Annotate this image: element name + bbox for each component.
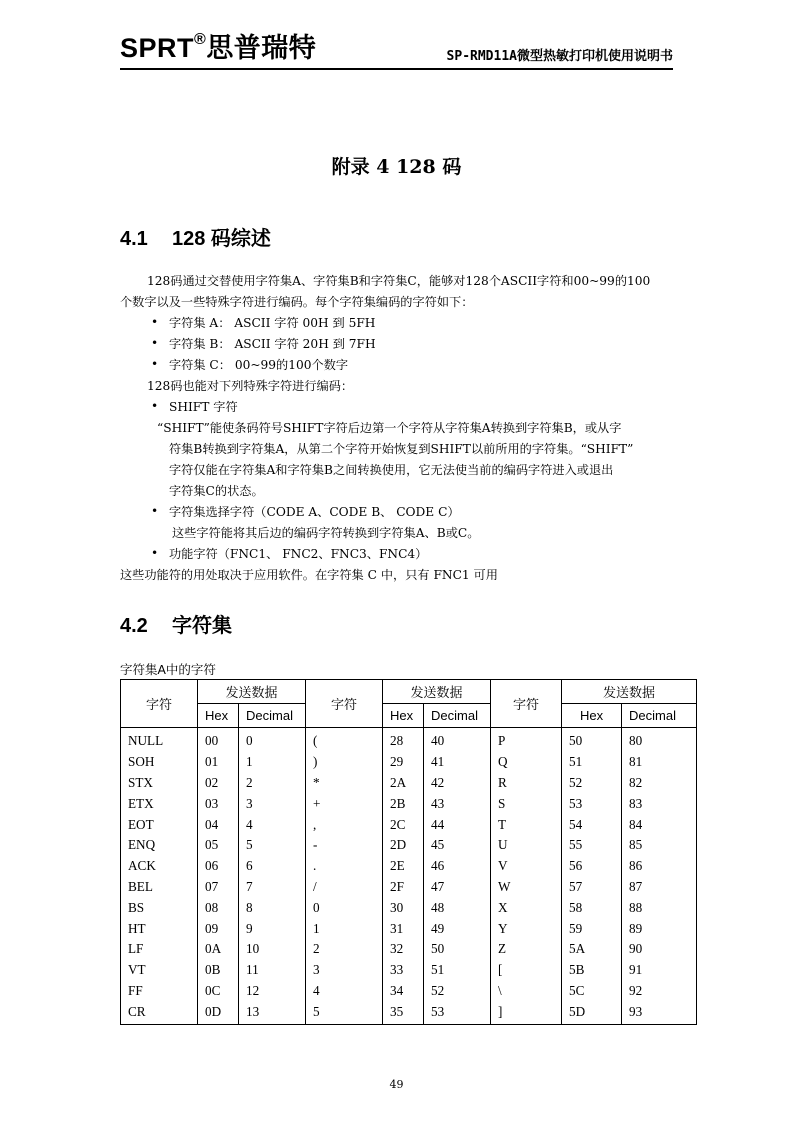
char-cell: X (491, 897, 562, 918)
decimal-cell: 51 (424, 960, 491, 981)
hex-cell: 2A (383, 773, 424, 794)
hex-cell: 31 (383, 918, 424, 939)
hex-cell: 57 (562, 877, 622, 898)
table-row (121, 981, 697, 1002)
char-cell: - (306, 835, 383, 856)
decimal-cell: 9 (239, 918, 306, 939)
select-bullet: 字符集选择字符（CODE A、CODE B、 CODE C） (169, 505, 460, 519)
shift-bullet: SHIFT 字符 (169, 400, 238, 414)
char-cell: FF (121, 981, 198, 1002)
char-cell: [ (491, 960, 562, 981)
hex-cell: 55 (562, 835, 622, 856)
table-body (121, 728, 697, 1025)
shift-desc-line: 符集B转换到字符集A，从第二个字符开始恢复到SHIFT以前所用的字符集。“SHIFT” (169, 442, 634, 456)
bullet-item: 字符集 B： ASCII 字符 20H 到 7FH (169, 337, 376, 351)
header-char: 字符 (306, 680, 383, 728)
decimal-cell: 49 (424, 918, 491, 939)
hex-cell: 30 (383, 897, 424, 918)
char-cell: STX (121, 773, 198, 794)
hex-cell: 07 (198, 877, 239, 898)
hex-cell: 51 (562, 752, 622, 773)
decimal-cell: 90 (622, 939, 697, 960)
table-row (121, 835, 697, 856)
hex-cell: 0A (198, 939, 239, 960)
char-cell: ( (306, 728, 383, 752)
char-cell: R (491, 773, 562, 794)
decimal-cell: 85 (622, 835, 697, 856)
char-cell: ENQ (121, 835, 198, 856)
bullet-item: 字符集 C： 00~99的100个数字 (169, 358, 349, 372)
hex-cell: 2F (383, 877, 424, 898)
header-send-data: 发送数据 (383, 680, 491, 704)
decimal-cell: 88 (622, 897, 697, 918)
select-desc: 这些字符能将其后边的编码字符转换到字符集A、B或C。 (172, 526, 480, 540)
page-number: 49 (389, 1078, 404, 1091)
bullet-item: 字符集 A： ASCII 字符 00H 到 5FH (169, 316, 376, 330)
decimal-cell: 5 (239, 835, 306, 856)
hex-cell: 53 (562, 793, 622, 814)
hex-cell: 2B (383, 793, 424, 814)
header-decimal: Decimal (622, 704, 697, 728)
hex-cell: 06 (198, 856, 239, 877)
hex-cell: 2E (383, 856, 424, 877)
intro-line: 个数字以及一些特殊字符进行编码。每个字符集编码的字符如下： (120, 295, 474, 309)
hex-cell: 28 (383, 728, 424, 752)
table-row (121, 814, 697, 835)
table-row (121, 877, 697, 898)
decimal-cell: 8 (239, 897, 306, 918)
decimal-cell: 53 (424, 1001, 491, 1024)
char-cell: + (306, 793, 383, 814)
section-heading-4-1 (120, 222, 271, 251)
char-cell: , (306, 814, 383, 835)
decimal-cell: 41 (424, 752, 491, 773)
shift-desc-line: 字符集C的状态。 (169, 484, 264, 498)
hex-cell: 2D (383, 835, 424, 856)
decimal-cell: 84 (622, 814, 697, 835)
decimal-cell: 92 (622, 981, 697, 1002)
decimal-cell: 46 (424, 856, 491, 877)
func-desc: 这些功能符的用处取决于应用软件。在字符集 C 中，只有 FNC1 可用 (120, 568, 498, 582)
char-cell: Z (491, 939, 562, 960)
hex-cell: 0B (198, 960, 239, 981)
shift-desc-line: “SHIFT”能使条码符号SHIFT字符后边第一个字符从字符集A转换到字符集B，或从字 (157, 421, 622, 435)
char-cell: Y (491, 918, 562, 939)
char-cell: 5 (306, 1001, 383, 1024)
char-cell: 3 (306, 960, 383, 981)
bullet-icon: • (151, 504, 159, 518)
header-hex: Hex (383, 704, 424, 728)
decimal-cell: 86 (622, 856, 697, 877)
hex-cell: 2C (383, 814, 424, 835)
brand-logo (120, 26, 316, 65)
hex-cell: 5D (562, 1001, 622, 1024)
decimal-cell: 52 (424, 981, 491, 1002)
func-bullet: 功能字符（FNC1、 FNC2、FNC3、FNC4） (169, 547, 428, 561)
shift-desc-line: 字符仅能在字符集A和字符集B之间转换使用，它无法使当前的编码字符进入或退出 (169, 463, 614, 477)
hex-cell: 0D (198, 1001, 239, 1024)
decimal-cell: 50 (424, 939, 491, 960)
hex-cell: 08 (198, 897, 239, 918)
table-row (121, 752, 697, 773)
decimal-cell: 10 (239, 939, 306, 960)
decimal-cell: 11 (239, 960, 306, 981)
char-cell: LF (121, 939, 198, 960)
table-caption: 字符集A中的字符 (120, 663, 216, 677)
decimal-cell: 1 (239, 752, 306, 773)
decimal-cell: 12 (239, 981, 306, 1002)
char-cell: ) (306, 752, 383, 773)
decimal-cell: 81 (622, 752, 697, 773)
char-cell: P (491, 728, 562, 752)
header-hex: Hex (562, 704, 622, 728)
char-cell: . (306, 856, 383, 877)
section-number: 4.2 (120, 615, 148, 637)
table-row (121, 939, 697, 960)
charset-a-table (120, 679, 697, 1025)
decimal-cell: 93 (622, 1001, 697, 1024)
decimal-cell: 48 (424, 897, 491, 918)
char-cell: * (306, 773, 383, 794)
decimal-cell: 0 (239, 728, 306, 752)
decimal-cell: 47 (424, 877, 491, 898)
decimal-cell: 6 (239, 856, 306, 877)
logo-chinese: 思普瑞特 (206, 33, 317, 63)
hex-cell: 5B (562, 960, 622, 981)
hex-cell: 54 (562, 814, 622, 835)
header-hex: Hex (198, 704, 239, 728)
bullet-icon: • (151, 546, 159, 560)
hex-cell: 59 (562, 918, 622, 939)
header-send-data: 发送数据 (198, 680, 306, 704)
decimal-cell: 44 (424, 814, 491, 835)
decimal-cell: 2 (239, 773, 306, 794)
decimal-cell: 91 (622, 960, 697, 981)
hex-cell: 03 (198, 793, 239, 814)
header-decimal: Decimal (239, 704, 306, 728)
logo-text: SPRT (120, 33, 195, 63)
char-cell: S (491, 793, 562, 814)
decimal-cell: 87 (622, 877, 697, 898)
decimal-cell: 89 (622, 918, 697, 939)
char-cell: T (491, 814, 562, 835)
char-cell: W (491, 877, 562, 898)
char-cell: / (306, 877, 383, 898)
char-cell: VT (121, 960, 198, 981)
header-decimal: Decimal (424, 704, 491, 728)
char-cell: HT (121, 918, 198, 939)
decimal-cell: 3 (239, 793, 306, 814)
bullet-icon: • (151, 399, 159, 413)
decimal-cell: 45 (424, 835, 491, 856)
char-cell: BS (121, 897, 198, 918)
header-send-data: 发送数据 (562, 680, 697, 704)
char-cell: 0 (306, 897, 383, 918)
decimal-cell: 4 (239, 814, 306, 835)
special-intro: 128码也能对下列特殊字符进行编码： (147, 379, 354, 393)
header-char: 字符 (121, 680, 198, 728)
bullet-icon: • (151, 336, 159, 350)
char-cell: ] (491, 1001, 562, 1024)
char-cell: V (491, 856, 562, 877)
char-cell: CR (121, 1001, 198, 1024)
page-header (120, 31, 673, 70)
decimal-cell: 42 (424, 773, 491, 794)
decimal-cell: 82 (622, 773, 697, 794)
hex-cell: 50 (562, 728, 622, 752)
decimal-cell: 7 (239, 877, 306, 898)
table-row (121, 897, 697, 918)
table-row (121, 793, 697, 814)
hex-cell: 01 (198, 752, 239, 773)
decimal-cell: 40 (424, 728, 491, 752)
table-row (121, 1001, 697, 1024)
hex-cell: 0C (198, 981, 239, 1002)
hex-cell: 34 (383, 981, 424, 1002)
section-title: 128 码综述 (172, 228, 271, 250)
section-title: 字符集 (172, 615, 232, 637)
char-cell: \ (491, 981, 562, 1002)
hex-cell: 58 (562, 897, 622, 918)
section-number: 4.1 (120, 228, 148, 250)
registered-mark: ® (194, 31, 207, 48)
hex-cell: 05 (198, 835, 239, 856)
decimal-cell: 43 (424, 793, 491, 814)
hex-cell: 5C (562, 981, 622, 1002)
hex-cell: 56 (562, 856, 622, 877)
hex-cell: 29 (383, 752, 424, 773)
hex-cell: 04 (198, 814, 239, 835)
intro-line: 128码通过交替使用字符集A、字符集B和字符集C，能够对128个ASCII字符和00~99的100 (147, 274, 651, 288)
bullet-icon: • (151, 357, 159, 371)
table-row (121, 728, 697, 752)
decimal-cell: 13 (239, 1001, 306, 1024)
hex-cell: 00 (198, 728, 239, 752)
decimal-cell: 80 (622, 728, 697, 752)
hex-cell: 09 (198, 918, 239, 939)
char-cell: SOH (121, 752, 198, 773)
header-char: 字符 (491, 680, 562, 728)
char-cell: 2 (306, 939, 383, 960)
hex-cell: 52 (562, 773, 622, 794)
char-cell: ACK (121, 856, 198, 877)
decimal-cell: 83 (622, 793, 697, 814)
table-row (121, 773, 697, 794)
char-cell: ETX (121, 793, 198, 814)
char-cell: EOT (121, 814, 198, 835)
hex-cell: 33 (383, 960, 424, 981)
table-row (121, 960, 697, 981)
hex-cell: 35 (383, 1001, 424, 1024)
appendix-title: 附录 4 128 码 (331, 156, 462, 178)
char-cell: Q (491, 752, 562, 773)
hex-cell: 32 (383, 939, 424, 960)
hex-cell: 02 (198, 773, 239, 794)
hex-cell: 5A (562, 939, 622, 960)
char-cell: 1 (306, 918, 383, 939)
bullet-icon: • (151, 315, 159, 329)
char-cell: NULL (121, 728, 198, 752)
table-row (121, 918, 697, 939)
char-cell: BEL (121, 877, 198, 898)
char-cell: U (491, 835, 562, 856)
manual-title: SP-RMD11A微型热敏打印机使用说明书 (446, 49, 673, 64)
char-cell: 4 (306, 981, 383, 1002)
section-heading-4-2 (120, 609, 232, 638)
table-row (121, 856, 697, 877)
